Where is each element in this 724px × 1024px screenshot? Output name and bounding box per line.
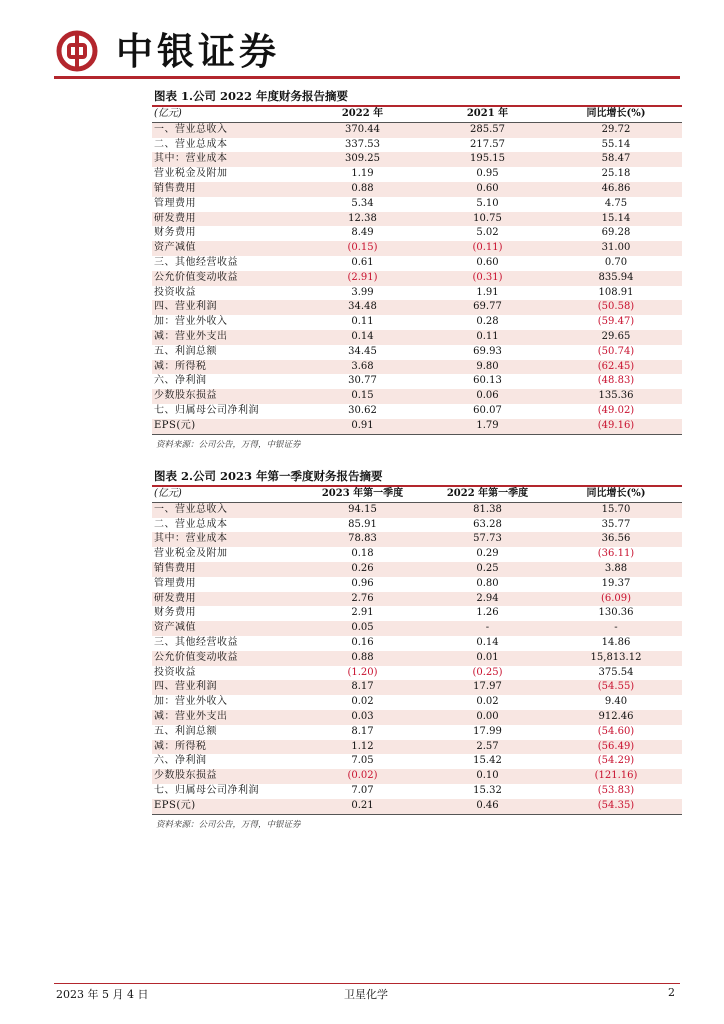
- footer-company: 卫星化学: [344, 988, 388, 1001]
- cell-value: 309.25: [300, 152, 425, 167]
- cell-value: 78.83: [300, 532, 425, 547]
- table-row: [152, 695, 682, 710]
- table-row: [152, 532, 682, 547]
- table-row: [152, 651, 682, 666]
- cell-value: 0.02: [351, 696, 374, 708]
- row-label: 其中：营业成本: [152, 152, 300, 167]
- table-row: [152, 374, 682, 389]
- table-row: [152, 182, 682, 197]
- cell-value: 30.77: [348, 375, 377, 387]
- table1-header-col1: 2022 年: [300, 107, 425, 122]
- cell-value: 69.93: [473, 345, 502, 357]
- cell-value: 8.17: [300, 680, 425, 695]
- table1-header-col3: 同比增长(%): [550, 107, 682, 122]
- table-row: [152, 518, 682, 533]
- cell-value: (59.47): [597, 316, 635, 328]
- cell-value: 35.77: [601, 518, 631, 530]
- row-label: 公允价值变动收益: [152, 651, 300, 666]
- row-label: 减：营业外支出: [152, 710, 300, 725]
- cell-value: 69.77: [425, 300, 550, 315]
- cell-value: 912.46: [550, 710, 682, 725]
- row-label: 二、营业总成本: [154, 138, 228, 150]
- table2-header-row: [152, 487, 682, 502]
- cell-value: (53.83): [597, 784, 635, 796]
- cell-value: (6.09): [550, 592, 682, 607]
- cell-value: 9.80: [425, 360, 550, 375]
- cell-value: 55.14: [601, 138, 631, 150]
- cell-value: 0.25: [425, 562, 550, 577]
- cell-value: 1.19: [351, 168, 374, 180]
- cell-value: 5.02: [476, 227, 499, 239]
- footer-rule: [54, 983, 680, 984]
- table-row: [152, 680, 682, 695]
- cell-value: 0.14: [476, 636, 499, 648]
- cell-value: 25.18: [601, 168, 631, 180]
- row-label: 管理费用: [154, 197, 196, 209]
- cell-value: 0.61: [351, 256, 374, 268]
- row-label: 投资收益: [154, 666, 196, 678]
- cell-value: 0.11: [351, 316, 374, 328]
- table-row: [152, 138, 682, 153]
- cell-value: 0.14: [300, 330, 425, 345]
- cell-value: 0.60: [476, 256, 499, 268]
- row-label: 五、利润总额: [154, 725, 217, 737]
- table-row: [152, 389, 682, 404]
- table-row: [152, 286, 682, 301]
- cell-value: (49.16): [550, 419, 682, 434]
- cell-value: 0.18: [351, 548, 374, 560]
- cell-value: 85.91: [348, 518, 377, 530]
- row-label: 四、营业利润: [152, 300, 300, 315]
- row-label: 营业税金及附加: [154, 548, 228, 560]
- row-label: 公允价值变动收益: [152, 271, 300, 286]
- row-label: EPS(元): [152, 419, 300, 434]
- row-label: 其中：营业成本: [152, 532, 300, 547]
- table2-header-col1: 2023 年第一季度: [300, 487, 425, 502]
- cell-value: 0.46: [425, 799, 550, 814]
- cell-value: 0.05: [300, 621, 425, 636]
- cell-value: 0.01: [425, 651, 550, 666]
- bank-of-china-logo-icon: [56, 30, 98, 72]
- cell-value: 17.97: [425, 680, 550, 695]
- cell-value: 1.91: [476, 286, 499, 298]
- cell-value: 69.28: [601, 227, 631, 239]
- row-label: 研发费用: [152, 592, 300, 607]
- cell-value: 217.57: [470, 138, 505, 150]
- cell-value: 0.21: [300, 799, 425, 814]
- cell-value: (50.74): [597, 345, 635, 357]
- cell-value: 337.53: [345, 138, 380, 150]
- cell-value: (54.35): [550, 799, 682, 814]
- header-rule: [54, 76, 680, 79]
- cell-value: 2.94: [425, 592, 550, 607]
- cell-value: 36.56: [550, 532, 682, 547]
- cell-value: 195.15: [425, 152, 550, 167]
- cell-value: 9.40: [604, 696, 628, 708]
- table-row: [152, 241, 682, 256]
- cell-value: 0.91: [300, 419, 425, 434]
- table-row: [152, 592, 682, 607]
- table-row: [152, 256, 682, 271]
- row-label: 三、其他经营收益: [154, 256, 238, 268]
- cell-value: 0.29: [476, 548, 499, 560]
- cell-value: (121.16): [550, 769, 682, 784]
- cell-value: 0.95: [476, 168, 499, 180]
- table-row: [152, 710, 682, 725]
- row-label: 减：所得税: [152, 360, 300, 375]
- cell-value: 12.38: [300, 212, 425, 227]
- table1: [152, 107, 682, 435]
- row-label: 财务费用: [154, 227, 196, 239]
- table-row: [152, 740, 682, 755]
- cell-value: 1.26: [476, 607, 499, 619]
- cell-value: -: [425, 621, 550, 636]
- cell-value: (54.60): [597, 725, 635, 737]
- row-label: 三、其他经营收益: [154, 636, 238, 648]
- cell-value: 4.75: [604, 197, 628, 209]
- cell-value: 58.47: [550, 152, 682, 167]
- row-label: 减：所得税: [152, 740, 300, 755]
- cell-value: 130.36: [598, 607, 634, 619]
- row-label: 财务费用: [154, 607, 196, 619]
- table-row: [152, 577, 682, 592]
- table1-title: 图表 1.公司 2022 年度财务报告摘要: [152, 87, 682, 107]
- cell-value: 1.12: [300, 740, 425, 755]
- row-label: 投资收益: [154, 286, 196, 298]
- cell-value: 19.37: [601, 577, 631, 589]
- cell-value: 15.70: [550, 502, 682, 517]
- table1-header-row: [152, 107, 682, 122]
- row-label: 少数股东损益: [152, 389, 300, 404]
- cell-value: 0.11: [425, 330, 550, 345]
- cell-value: (2.91): [300, 271, 425, 286]
- cell-value: 60.13: [473, 375, 502, 387]
- cell-value: 0.03: [300, 710, 425, 725]
- row-label: 减：营业外支出: [152, 330, 300, 345]
- table-row: [152, 666, 682, 681]
- row-label: 资产减值: [152, 241, 300, 256]
- cell-value: 3.68: [300, 360, 425, 375]
- cell-value: (54.55): [550, 680, 682, 695]
- cell-value: (0.02): [300, 769, 425, 784]
- cell-value: 0.96: [351, 577, 374, 589]
- cell-value: 10.75: [425, 212, 550, 227]
- table1-source: 资料来源：公司公告，万得，中银证券: [156, 439, 301, 450]
- table-row: [152, 784, 682, 799]
- table-row: [152, 502, 682, 517]
- cell-value: 285.57: [425, 122, 550, 137]
- cell-value: (54.29): [597, 755, 635, 767]
- cell-value: 5.34: [351, 197, 374, 209]
- row-label: 六、净利润: [154, 375, 207, 387]
- table-row: [152, 212, 682, 227]
- row-label: 加：营业外收入: [154, 696, 228, 708]
- table-row: [152, 271, 682, 286]
- row-label: 一、营业总收入: [152, 122, 300, 137]
- table-row: [152, 226, 682, 241]
- row-label: 六、净利润: [154, 755, 207, 767]
- cell-value: (49.02): [597, 404, 635, 416]
- table-row: [152, 547, 682, 562]
- cell-value: 0.16: [351, 636, 374, 648]
- cell-value: (0.11): [425, 241, 550, 256]
- row-label: 七、归属母公司净利润: [154, 404, 259, 416]
- cell-value: 7.07: [351, 784, 374, 796]
- table-row: [152, 419, 682, 434]
- row-label: 七、归属母公司净利润: [154, 784, 259, 796]
- cell-value: 60.07: [473, 404, 502, 416]
- cell-value: 0.06: [425, 389, 550, 404]
- row-label: 二、营业总成本: [154, 518, 228, 530]
- table1-header-unit: (亿元): [152, 107, 300, 122]
- row-label: 加：营业外收入: [154, 316, 228, 328]
- table-row: [152, 621, 682, 636]
- cell-value: 0.88: [300, 651, 425, 666]
- cell-value: 8.17: [351, 725, 374, 737]
- table2-source: 资料来源：公司公告，万得，中银证券: [156, 819, 301, 830]
- row-label: EPS(元): [152, 799, 300, 814]
- row-label: 少数股东损益: [152, 769, 300, 784]
- cell-value: 81.38: [425, 502, 550, 517]
- table-row: [152, 315, 682, 330]
- table2-title: 图表 2.公司 2023 年第一季度财务报告摘要: [152, 467, 682, 487]
- row-label: 五、利润总额: [154, 345, 217, 357]
- table-row: [152, 167, 682, 182]
- table-row: [152, 769, 682, 784]
- cell-value: 0.80: [476, 577, 499, 589]
- row-label: 管理费用: [154, 577, 196, 589]
- cell-value: -: [550, 621, 682, 636]
- cell-value: (48.83): [597, 375, 635, 387]
- cell-value: 5.10: [476, 197, 499, 209]
- table-row: [152, 562, 682, 577]
- cell-value: 94.15: [300, 502, 425, 517]
- row-label: 资产减值: [152, 621, 300, 636]
- cell-value: (0.31): [425, 271, 550, 286]
- cell-value: 0.60: [425, 182, 550, 197]
- cell-value: (56.49): [550, 740, 682, 755]
- cell-value: 0.88: [300, 182, 425, 197]
- cell-value: 108.91: [598, 286, 634, 298]
- table-row: [152, 404, 682, 419]
- table-row: [152, 345, 682, 360]
- cell-value: 46.86: [550, 182, 682, 197]
- cell-value: 2.76: [300, 592, 425, 607]
- table-row: [152, 636, 682, 651]
- table-row: [152, 122, 682, 137]
- cell-value: 0.70: [604, 256, 628, 268]
- cell-value: (0.15): [300, 241, 425, 256]
- cell-value: 15,813.12: [550, 651, 682, 666]
- cell-value: 57.73: [425, 532, 550, 547]
- table-row: [152, 152, 682, 167]
- cell-value: 29.65: [550, 330, 682, 345]
- cell-value: 7.05: [351, 755, 374, 767]
- table2-header-col2: 2022 年第一季度: [425, 487, 550, 502]
- cell-value: 3.88: [550, 562, 682, 577]
- cell-value: 15.42: [473, 755, 502, 767]
- table-row: [152, 606, 682, 621]
- table-row: [152, 754, 682, 769]
- cell-value: 0.26: [300, 562, 425, 577]
- footer-date: 2023 年 5 月 4 日: [56, 988, 149, 1001]
- row-label: 销售费用: [152, 182, 300, 197]
- cell-value: 2.57: [425, 740, 550, 755]
- row-label: 销售费用: [152, 562, 300, 577]
- cell-value: 63.28: [473, 518, 502, 530]
- table2-header-col3: 同比增长(%): [550, 487, 682, 502]
- brand-name: 中银证券: [116, 29, 280, 73]
- cell-value: 375.54: [598, 666, 634, 678]
- table2-header-unit: (亿元): [152, 487, 300, 502]
- table2-section: [152, 467, 682, 830]
- cell-value: 8.49: [351, 227, 374, 239]
- table-row: [152, 330, 682, 345]
- table-row: [152, 360, 682, 375]
- cell-value: 135.36: [550, 389, 682, 404]
- row-label: 四、营业利润: [152, 680, 300, 695]
- cell-value: 17.99: [473, 725, 502, 737]
- cell-value: 15.32: [473, 784, 502, 796]
- table-row: [152, 725, 682, 740]
- cell-value: 2.91: [351, 607, 374, 619]
- table2: [152, 487, 682, 815]
- cell-value: 14.86: [601, 636, 631, 648]
- cell-value: 30.62: [348, 404, 377, 416]
- cell-value: 1.79: [425, 419, 550, 434]
- table-row: [152, 799, 682, 814]
- cell-value: (36.11): [597, 548, 635, 560]
- cell-value: 370.44: [300, 122, 425, 137]
- table1-header-col2: 2021 年: [425, 107, 550, 122]
- cell-value: 0.00: [425, 710, 550, 725]
- cell-value: 29.72: [550, 122, 682, 137]
- row-label: 营业税金及附加: [154, 168, 228, 180]
- cell-value: 0.10: [425, 769, 550, 784]
- table-row: [152, 197, 682, 212]
- cell-value: 15.14: [550, 212, 682, 227]
- cell-value: 0.15: [300, 389, 425, 404]
- cell-value: 0.02: [476, 696, 499, 708]
- cell-value: 31.00: [550, 241, 682, 256]
- table-row: [152, 300, 682, 315]
- cell-value: 3.99: [351, 286, 374, 298]
- cell-value: (50.58): [550, 300, 682, 315]
- cell-value: 835.94: [550, 271, 682, 286]
- footer-page-number: 2: [668, 986, 675, 999]
- cell-value: 34.45: [348, 345, 377, 357]
- row-label: 一、营业总收入: [152, 502, 300, 517]
- cell-value: (62.45): [550, 360, 682, 375]
- row-label: 研发费用: [152, 212, 300, 227]
- cell-value: (0.25): [472, 666, 503, 678]
- cell-value: 34.48: [300, 300, 425, 315]
- cell-value: (1.20): [347, 666, 378, 678]
- table1-section: [152, 87, 682, 450]
- cell-value: 0.28: [476, 316, 499, 328]
